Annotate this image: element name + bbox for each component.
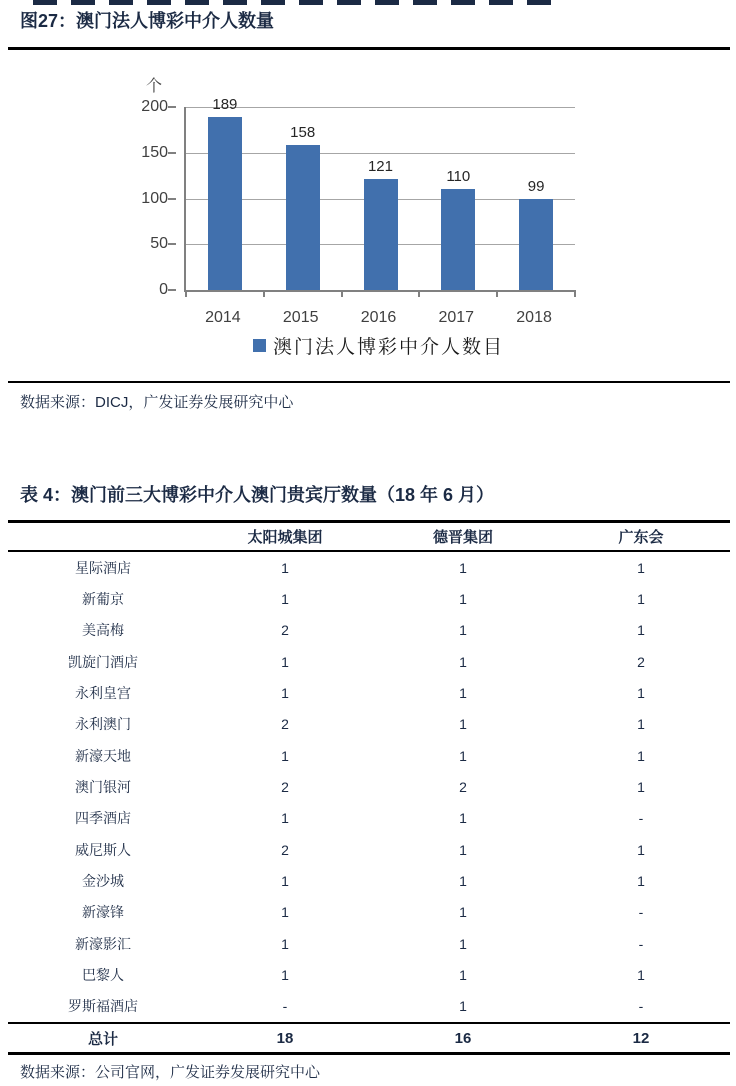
row-label: 罗斯福酒店 (68, 998, 138, 1015)
chart-plot-area (184, 96, 575, 292)
row-value: 1 (281, 904, 289, 921)
table-row (10, 740, 730, 771)
row-value: 1 (281, 653, 289, 670)
table-total-row (10, 1024, 730, 1052)
row-label: 澳门银河 (75, 778, 131, 795)
row-value: 2 (281, 778, 289, 795)
row-label: 永利澳门 (75, 716, 131, 733)
table-body (10, 552, 730, 1022)
row-value: 1 (637, 841, 645, 858)
row-value: 2 (459, 778, 467, 795)
divider-table-bottom (8, 1052, 730, 1055)
y-axis-tick-label: 200 (141, 98, 168, 115)
bar (441, 189, 475, 290)
row-value: 1 (637, 559, 645, 576)
header-cell: 太阳城集团 (247, 529, 323, 546)
x-axis-tick-label: 2016 (360, 309, 397, 326)
x-axis-tick-label: 2015 (282, 309, 319, 326)
y-axis (0, 98, 176, 298)
row-value: 1 (637, 590, 645, 607)
row-label: 星际酒店 (75, 559, 131, 576)
row-value: 2 (281, 841, 289, 858)
table-row (10, 677, 730, 708)
x-axis-tick (418, 290, 420, 297)
row-value: 1 (459, 841, 467, 858)
bar-data-label: 99 (527, 178, 545, 196)
x-axis-tick (263, 290, 265, 297)
figure-chart (0, 60, 736, 370)
row-value: 1 (281, 935, 289, 952)
row-value: 1 (459, 966, 467, 983)
row-value: 1 (459, 747, 467, 764)
row-value: 1 (637, 747, 645, 764)
x-axis-tick (496, 290, 498, 297)
y-axis-tick-label: 150 (141, 143, 168, 161)
row-value: 2 (637, 653, 645, 670)
y-axis-tick (168, 289, 176, 291)
row-label: 威尼斯人 (75, 841, 131, 858)
row-value: 2 (281, 622, 289, 639)
y-axis-tick (168, 106, 176, 108)
bar-data-label: 110 (446, 168, 471, 186)
figure-source: 数据来源：DICJ，广发证券发展研究中心 (20, 394, 294, 411)
bar (364, 179, 398, 290)
row-label: 金沙城 (82, 872, 124, 889)
row-value: - (638, 904, 644, 921)
row-label: 巴黎人 (82, 966, 124, 983)
row-value: 1 (281, 684, 289, 701)
row-value: 1 (459, 810, 467, 827)
y-axis-unit-label: 个 (146, 78, 163, 95)
row-value: - (638, 998, 644, 1015)
table-row (10, 552, 730, 583)
table-row (10, 897, 730, 928)
x-axis-labels (184, 309, 573, 327)
row-value: 1 (281, 872, 289, 889)
row-value: 1 (637, 872, 645, 889)
row-value: 1 (281, 966, 289, 983)
figure-title: 图27：澳门法人博彩中介人数量 (20, 11, 275, 31)
row-value: - (638, 935, 644, 952)
row-value: 1 (637, 684, 645, 701)
row-label: 美高梅 (82, 622, 124, 639)
table-title: 表 4：澳门前三大博彩中介人澳门贵宾厅数量（18 年 6 月） (20, 485, 495, 505)
table-row (10, 991, 730, 1022)
total-value: 16 (454, 1029, 472, 1047)
row-value: 1 (459, 590, 467, 607)
y-axis-tick-label: 50 (150, 235, 168, 253)
total-value: 18 (276, 1029, 294, 1047)
row-value: 1 (459, 998, 467, 1015)
row-value: 1 (281, 810, 289, 827)
x-axis-tick (574, 290, 576, 297)
table-row (10, 834, 730, 865)
row-value: 1 (281, 590, 289, 607)
row-label: 永利皇宫 (75, 684, 131, 701)
bar (286, 145, 320, 290)
bar-data-label: 121 (367, 158, 393, 176)
row-value: 1 (459, 653, 467, 670)
row-label: 新濠天地 (75, 747, 131, 764)
x-axis-tick-label: 2018 (516, 309, 552, 326)
bar (519, 199, 553, 290)
y-axis-tick-label: 0 (159, 281, 168, 298)
table-source: 数据来源：公司官网，广发证券发展研究中心 (20, 1064, 321, 1081)
row-value: 1 (459, 716, 467, 733)
legend-label: 澳门法人博彩中介人数目 (272, 337, 504, 358)
row-value: 1 (459, 904, 467, 921)
row-value: 1 (459, 935, 467, 952)
y-axis-tick-label: 100 (141, 189, 168, 207)
table-row (10, 583, 730, 614)
x-axis-tick (185, 290, 187, 297)
table-row (10, 709, 730, 740)
row-label: 新濠影汇 (75, 935, 131, 952)
total-value: 12 (632, 1029, 650, 1047)
table-row (10, 803, 730, 834)
table-row (10, 615, 730, 646)
row-value: 1 (637, 966, 645, 983)
row-value: 1 (637, 778, 645, 795)
x-axis-tick (341, 290, 343, 297)
header-cell: 德晋集团 (432, 529, 493, 546)
table-row (10, 959, 730, 990)
row-value: 2 (281, 716, 289, 733)
row-label: 新濠锋 (82, 904, 124, 921)
chart-legend (184, 332, 573, 359)
table-row (10, 928, 730, 959)
divider-below-chart (8, 381, 730, 383)
x-axis-tick-label: 2014 (205, 309, 241, 326)
clipped-previous-line (33, 0, 562, 5)
row-value: 1 (637, 716, 645, 733)
table-header-row (10, 523, 730, 550)
row-value: 1 (459, 872, 467, 889)
row-value: 1 (281, 559, 289, 576)
row-value: 1 (637, 622, 645, 639)
row-value: 1 (459, 559, 467, 576)
y-axis-tick (168, 152, 176, 154)
row-value: 1 (459, 684, 467, 701)
row-value: - (282, 998, 288, 1015)
total-label: 总计 (87, 1030, 118, 1048)
header-cell: 广东会 (618, 529, 664, 546)
table-row (10, 771, 730, 802)
table-row (10, 646, 730, 677)
x-axis-tick-label: 2017 (438, 309, 475, 326)
table-row (10, 865, 730, 896)
row-label: 凯旋门酒店 (68, 653, 138, 670)
bar-data-label: 189 (212, 96, 238, 114)
row-value: 1 (281, 747, 289, 764)
y-axis-tick (168, 198, 176, 200)
legend-swatch-icon (253, 339, 266, 352)
y-axis-tick (168, 243, 176, 245)
bar (208, 117, 242, 290)
row-value: - (638, 810, 644, 827)
row-label: 四季酒店 (75, 810, 131, 827)
divider-thick-top (8, 47, 730, 50)
row-label: 新葡京 (82, 590, 124, 607)
gridline (186, 153, 575, 154)
bar-data-label: 158 (290, 124, 316, 142)
row-value: 1 (459, 622, 467, 639)
